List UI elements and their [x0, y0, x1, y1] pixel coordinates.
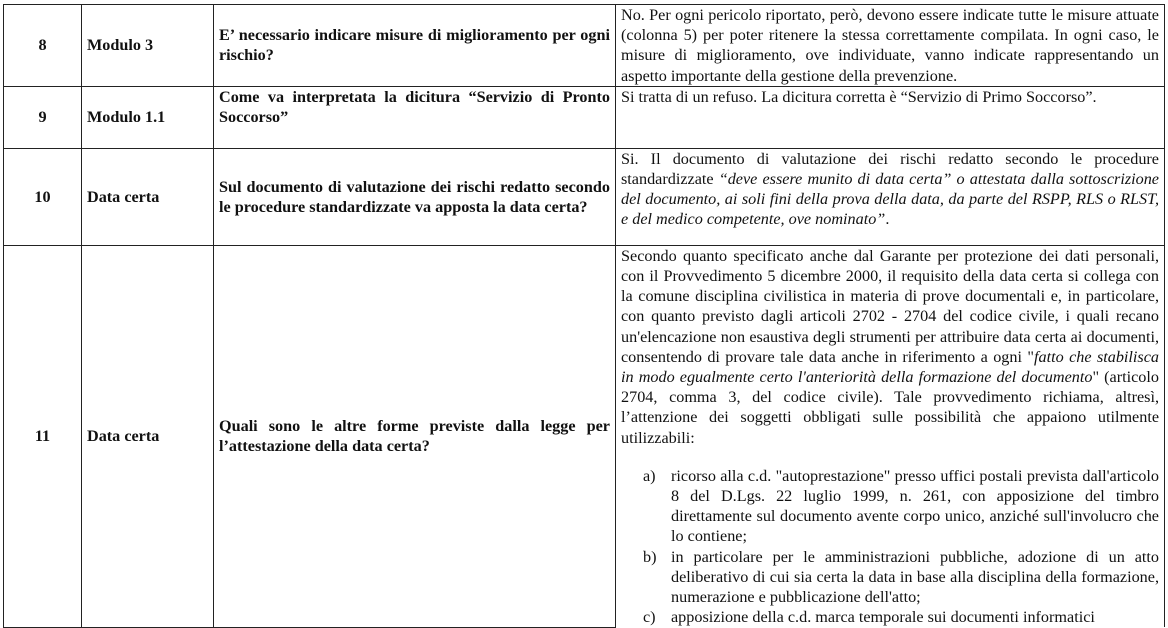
table-row — [4, 5, 1165, 87]
row-number: 10 — [4, 148, 82, 245]
table-row — [4, 86, 1165, 148]
list-text: ricorso alla c.d. "autoprestazione" presso uffici postali prevista dall'articolo 8 del D.Lgs. 22 luglio 1999, n. 261, con apposizione del timbro direttamente sul documento avente corpo unico, anziché sull'involucro che lo contiene; — [671, 466, 1159, 546]
list-item — [643, 607, 1159, 627]
row-module: Modulo 1.1 — [82, 86, 214, 148]
answer-end: . — [885, 210, 890, 229]
list-marker: b) — [643, 547, 657, 566]
answer-quote: “deve essere munito di data certa” o attestata dalla sottoscrizione del documento, ai soli fini della prova della data, da parte del RSPP, RLS o RLST, e del medico competente, ove nominato” — [621, 170, 1159, 229]
table-row — [4, 245, 1165, 627]
answer-text: Secondo quanto specificato anche dal Garante per protezione dei dati personali, con il Provvedimento 5 dicembre 2000, il requisito della data certa si collega con la comune disciplina civilistica in materia di prove documentali e, in particolare, con quanto previsto dagli articoli 2702 - 2704 del codice civile, i quali recano un'elencazione non esaustiva degli strumenti per attribuire data certa ai documenti, consentendo di provare tale data anche in riferimento a ogni " — [621, 246, 1159, 366]
answer-text-end: " (articolo 2704, comma 3, del codice civile). Tale provvedimento richiama, altresì, l’attenzione dei soggetti obbligati sulle possibilità che appaiono utilmente utilizzabili: — [621, 368, 1159, 447]
faq-table — [3, 4, 1165, 628]
list-text: apposizione della c.d. marca temporale sui documenti informatici — [671, 608, 1095, 627]
list-marker: c) — [643, 608, 656, 627]
row-question: Sul documento di valutazione dei rischi redatto secondo le procedure standardizzate va apposta la data certa? — [214, 148, 616, 245]
answer-list — [621, 466, 1159, 628]
answer-text: Si. Il documento di valutazione dei rischi redatto secondo le procedure standardizzate — [621, 149, 1159, 189]
answer-paragraph — [621, 246, 1159, 448]
row-module: Data certa — [82, 245, 214, 627]
list-item — [643, 466, 1159, 547]
row-module: Data certa — [82, 148, 214, 245]
list-marker: a) — [643, 466, 656, 485]
table-row — [4, 148, 1165, 245]
row-number: 11 — [4, 245, 82, 627]
row-answer — [616, 245, 1165, 627]
list-text: in particolare per le amministrazioni pubbliche, adozione di un atto deliberativo di cui sia certa la data in base alla disciplina della formazione, numerazione e pubblicazione dell'atto; — [671, 547, 1159, 607]
row-number: 8 — [4, 5, 82, 87]
row-answer — [616, 148, 1165, 245]
row-module: Modulo 3 — [82, 5, 214, 87]
row-answer: No. Per ogni pericolo riportato, però, devono essere indicate tutte le misure attuate (colonna 5) per poter ritenere la stessa correttamente compilata. In ogni caso, le misure di miglioramento, ove individuate, vanno indicate rappresentando un aspetto importante della gestione della prevenzione. — [616, 5, 1165, 87]
row-question: Come va interpretata la dicitura “Servizio di Pronto Soccorso” — [214, 86, 616, 148]
row-question: Quali sono le altre forme previste dalla legge per l’attestazione della data certa? — [214, 245, 616, 627]
list-item — [643, 547, 1159, 608]
answer-quote: fatto che stabilisca in modo egualmente certo l'anteriorità della formazione del documento — [621, 347, 1159, 387]
row-question: E’ necessario indicare misure di miglioramento per ogni rischio? — [214, 5, 616, 87]
row-answer: Si tratta di un refuso. La dicitura corretta è “Servizio di Primo Soccorso”. — [616, 86, 1165, 148]
row-number: 9 — [4, 86, 82, 148]
